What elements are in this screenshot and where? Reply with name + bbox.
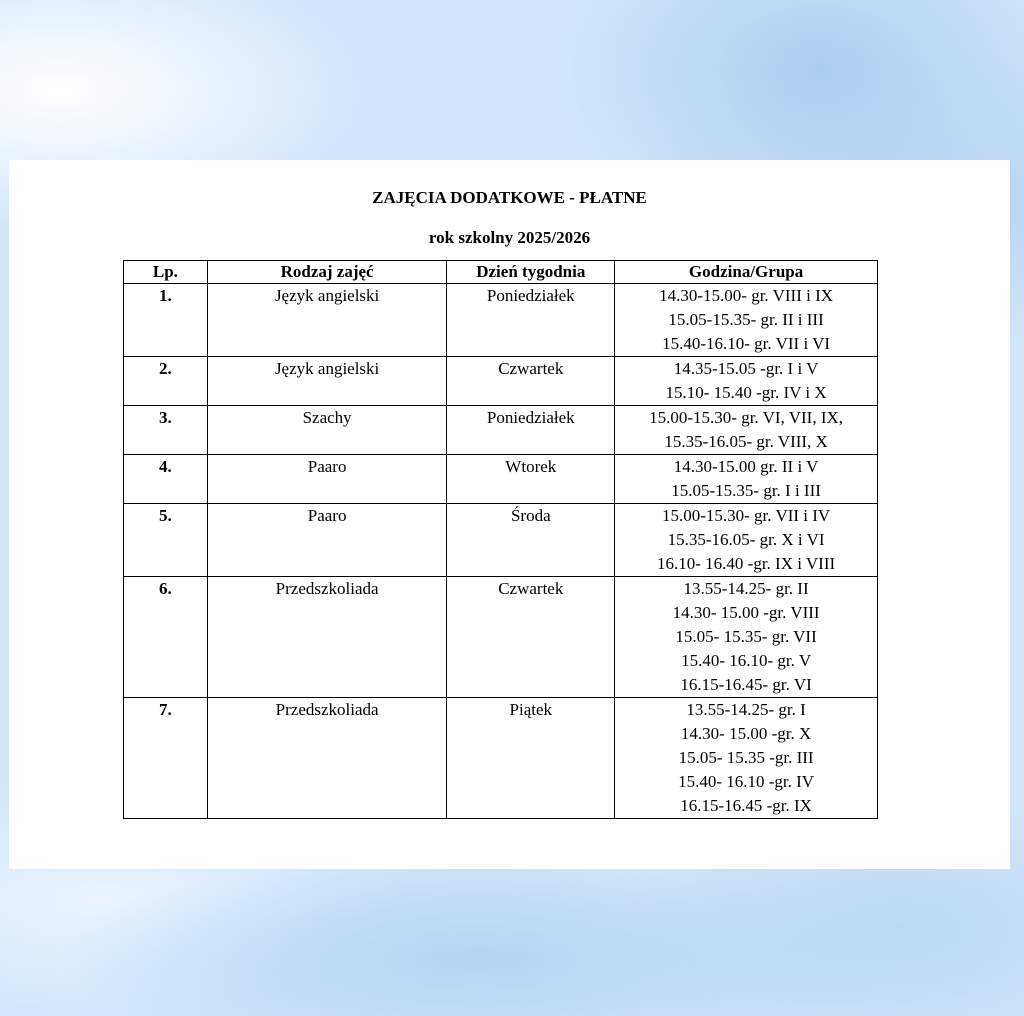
time-group-line: 13.55-14.25- gr. II xyxy=(683,579,809,598)
row-number: 5. xyxy=(124,504,208,577)
time-group-cell xyxy=(615,357,878,406)
schedule-table xyxy=(123,260,878,819)
table-row xyxy=(124,504,878,577)
time-group-line: 15.40-16.10- gr. VII i VI xyxy=(662,334,831,353)
row-number: 6. xyxy=(124,577,208,698)
weekday: Czwartek xyxy=(447,357,615,406)
table-row xyxy=(124,357,878,406)
weekday: Poniedziałek xyxy=(447,284,615,357)
time-group-line: 15.05-15.35- gr. II i III xyxy=(668,310,824,329)
time-group-line: 15.35-16.05- gr. X i VI xyxy=(667,530,825,549)
row-number: 4. xyxy=(124,455,208,504)
time-group-line: 14.35-15.05 -gr. I i V xyxy=(673,359,819,378)
table-header-row xyxy=(124,261,878,284)
time-group-line: 16.15-16.45 -gr. IX xyxy=(680,796,812,815)
time-group-line: 16.10- 16.40 -gr. IX i VIII xyxy=(657,554,836,573)
table-row xyxy=(124,406,878,455)
weekday: Wtorek xyxy=(447,455,615,504)
table-row xyxy=(124,455,878,504)
header-lp: Lp. xyxy=(124,261,208,284)
time-group-line: 13.55-14.25- gr. I xyxy=(686,700,806,719)
activity-type: Szachy xyxy=(207,406,447,455)
table-row xyxy=(124,284,878,357)
time-group-line: 15.35-16.05- gr. VIII, X xyxy=(664,432,828,451)
weekday: Piątek xyxy=(447,698,615,819)
weekday: Czwartek xyxy=(447,577,615,698)
time-group-cell xyxy=(615,406,878,455)
time-group-cell xyxy=(615,577,878,698)
activity-type: Przedszkoliada xyxy=(207,698,447,819)
table-row xyxy=(124,698,878,819)
activity-type: Paaro xyxy=(207,455,447,504)
time-group-line: 15.05- 15.35- gr. VII xyxy=(675,627,817,646)
header-rodzaj: Rodzaj zajęć xyxy=(207,261,447,284)
document-page xyxy=(9,160,1010,869)
time-group-line: 15.05- 15.35 -gr. III xyxy=(678,748,814,767)
time-group-line: 15.05-15.35- gr. I i III xyxy=(671,481,821,500)
time-group-cell xyxy=(615,698,878,819)
table-row xyxy=(124,577,878,698)
time-group-line: 14.30-15.00 gr. II i V xyxy=(673,457,819,476)
document-title: ZAJĘCIA DODATKOWE - PŁATNE xyxy=(372,188,647,207)
activity-type: Język angielski xyxy=(207,284,447,357)
time-group-cell xyxy=(615,284,878,357)
activity-type: Przedszkoliada xyxy=(207,577,447,698)
time-group-line: 14.30- 15.00 -gr. X xyxy=(680,724,812,743)
activity-type: Paaro xyxy=(207,504,447,577)
time-group-cell xyxy=(615,504,878,577)
weekday: Poniedziałek xyxy=(447,406,615,455)
row-number: 7. xyxy=(124,698,208,819)
time-group-line: 14.30- 15.00 -gr. VIII xyxy=(672,603,820,622)
time-group-line: 14.30-15.00- gr. VIII i IX xyxy=(659,286,834,305)
row-number: 2. xyxy=(124,357,208,406)
header-dzien: Dzień tygodnia xyxy=(447,261,615,284)
time-group-line: 15.00-15.30- gr. VII i IV xyxy=(661,506,831,525)
time-group-line: 16.15-16.45- gr. VI xyxy=(680,675,812,694)
time-group-line: 15.40- 16.10- gr. V xyxy=(681,651,812,670)
header-godzina: Godzina/Grupa xyxy=(615,261,878,284)
time-group-line: 15.00-15.30- gr. VI, VII, IX, xyxy=(649,408,844,427)
row-number: 3. xyxy=(124,406,208,455)
document-subtitle: rok szkolny 2025/2026 xyxy=(428,228,591,247)
time-group-line: 15.40- 16.10 -gr. IV xyxy=(678,772,815,791)
weekday: Środa xyxy=(447,504,615,577)
activity-type: Język angielski xyxy=(207,357,447,406)
time-group-line: 15.10- 15.40 -gr. IV i X xyxy=(665,383,827,402)
row-number: 1. xyxy=(124,284,208,357)
time-group-cell xyxy=(615,455,878,504)
